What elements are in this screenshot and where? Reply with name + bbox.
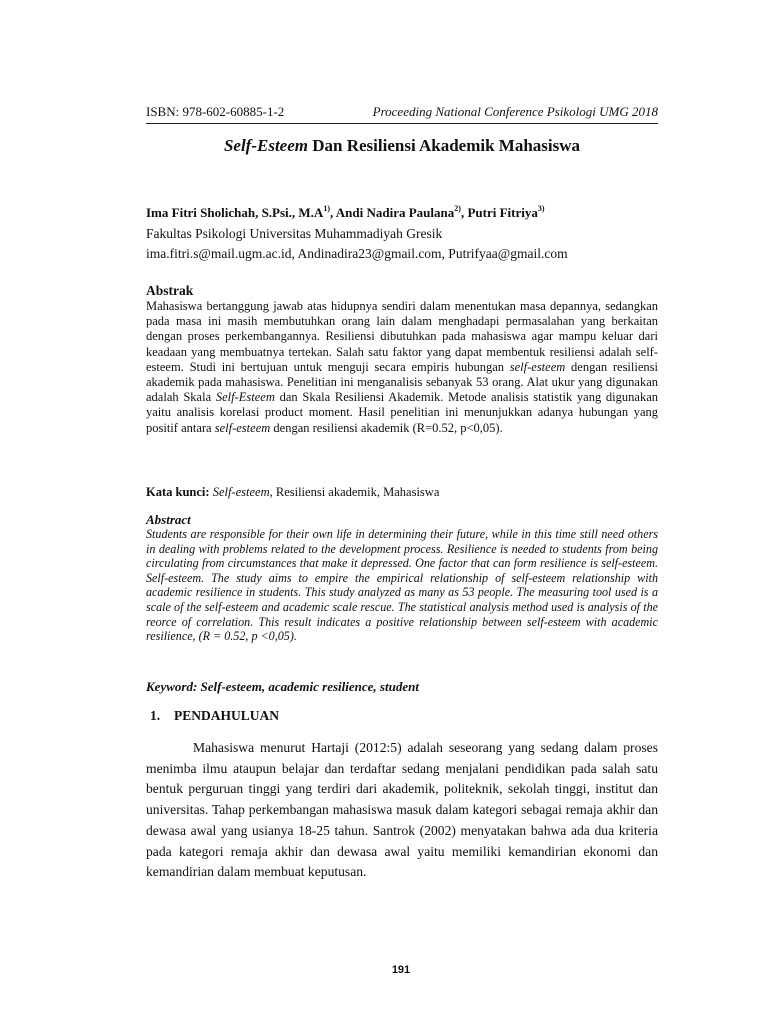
abstract-body: Students are responsible for their own life in determining their future, while in this time still need others in dealing with problems related to the development process. Resilience is needed to students from being circulating from circumstances that make it depressed. One factor that can form resilience is self-esteem. Self-esteem. The study aims to empire the empirical relationship of self-esteem relationship with academic resilience in students. This study analyzed as many as 53 people. The measuring tool used is a scale of the self-esteem and academic scale rescue. The statistical analysis method used is analysis of the reorce of correlation. This result indicates a positive relationship between self-esteem with academic resilience, (R = 0.52, p <0,05). (146, 527, 658, 644)
section-number: 1. (150, 708, 161, 723)
running-header (146, 104, 658, 122)
author-2: , Andi Nadira Paulana (330, 205, 455, 220)
kata-kunci-rest: Resiliensi akademik, Mahasiswa (272, 485, 440, 499)
conference-name: Proceeding National Conference Psikologi UMG 2018 (372, 104, 658, 119)
abstrak-text: dengan resiliensi akademik pada mahasiswa. Penelitian ini menganalisis sebanyak 53 orang. Alat ukur yang digunakan adalah Skala (146, 359, 658, 405)
isbn: ISBN: 978-602-60885-1-2 (146, 104, 285, 119)
author-3-sup: 3) (537, 204, 545, 213)
title-rest: Dan Resiliensi Akademik Mahasiswa (308, 136, 581, 155)
abstrak-heading: Abstrak (146, 283, 194, 298)
section-heading (150, 708, 279, 724)
title-italic: Self-Esteem (223, 136, 308, 155)
header-divider (146, 123, 658, 124)
abstrak-italic: self-esteem (214, 420, 271, 435)
kata-kunci-label: Kata kunci: (146, 485, 210, 499)
abstrak-body (146, 299, 658, 436)
abstrak-text: Mahasiswa bertanggung jawab atas hidupnya sendiri dalam menentukan masa depannya, sedangkan pada masa ini masih membutuhkan orang lain dalam menghadapi permasalahan yang berkaitan dengan proses perkembangannya. Resiliensi dibutuhkan pada mahasiswa agar mampu keluar dari keadaan yang membuatnya tertekan. Salah satu faktor yang dapat membentuk resiliensi adalah self-esteem. Studi ini bertujuan untuk menguji secara empiris hubungan (146, 299, 658, 374)
author-list (146, 204, 666, 221)
abstrak-text: dan Skala Resiliensi Akademik. Metode analisis statistik yang digunakan yaitu analisis korelasi product moment. Hasil penelitian ini menunjukkan adanya hubungan yang positif antara (146, 390, 658, 435)
abstract-heading: Abstract (146, 512, 191, 527)
kata-kunci (146, 485, 666, 500)
intro-paragraph (146, 738, 658, 883)
intro-text: Mahasiswa menurut Hartaji (2012:5) adalah seseorang yang sedang dalam proses menimba ilmu ataupun belajar dan terdaftar sedang menjalani pendidikan pada salah satu bentuk perguruan tinggi yang terdiri dari akademik, politeknik, sekolah tinggi, institut dan universitas. Tahap perkembangan mahasiswa masuk dalam kategori sebagai remaja akhir dan dewasa awal yang usianya 18-25 tahun. Santrok (2002) menyatakan bahwa ada dua kriteria pada kategori remaja akhir dan dewasa awal yaitu memiliki kemandirian ekonomi dan kemandirian dalam membuat keputusan. (146, 740, 658, 880)
kata-kunci-italic: Self-esteem, (209, 485, 273, 499)
author-3: , Putri Fitriya (460, 205, 538, 220)
paper-title (146, 136, 658, 156)
abstrak-italic: Self-Esteem (215, 390, 275, 405)
keyword-line: Keyword: Self-esteem, academic resilience, student (146, 679, 419, 694)
section-title: PENDAHULUAN (174, 708, 280, 723)
page-number: 191 (391, 964, 411, 976)
affiliation: Fakultas Psikologi Universitas Muhammadiyah Gresik (146, 226, 443, 241)
abstrak-text: dengan resiliensi akademik (R=0.52, p<0,05). (270, 420, 503, 435)
author-1: Ima Fitri Sholichah, S.Psi., M.A (146, 205, 324, 220)
author-1-sup: 1) (323, 204, 330, 213)
author-emails: ima.fitri.s@mail.ugm.ac.id, Andinadira23@gmail.com, Putrifyaa@gmail.com (146, 246, 568, 261)
abstrak-italic: self-esteem (509, 359, 566, 374)
author-2-sup: 2) (454, 204, 461, 213)
